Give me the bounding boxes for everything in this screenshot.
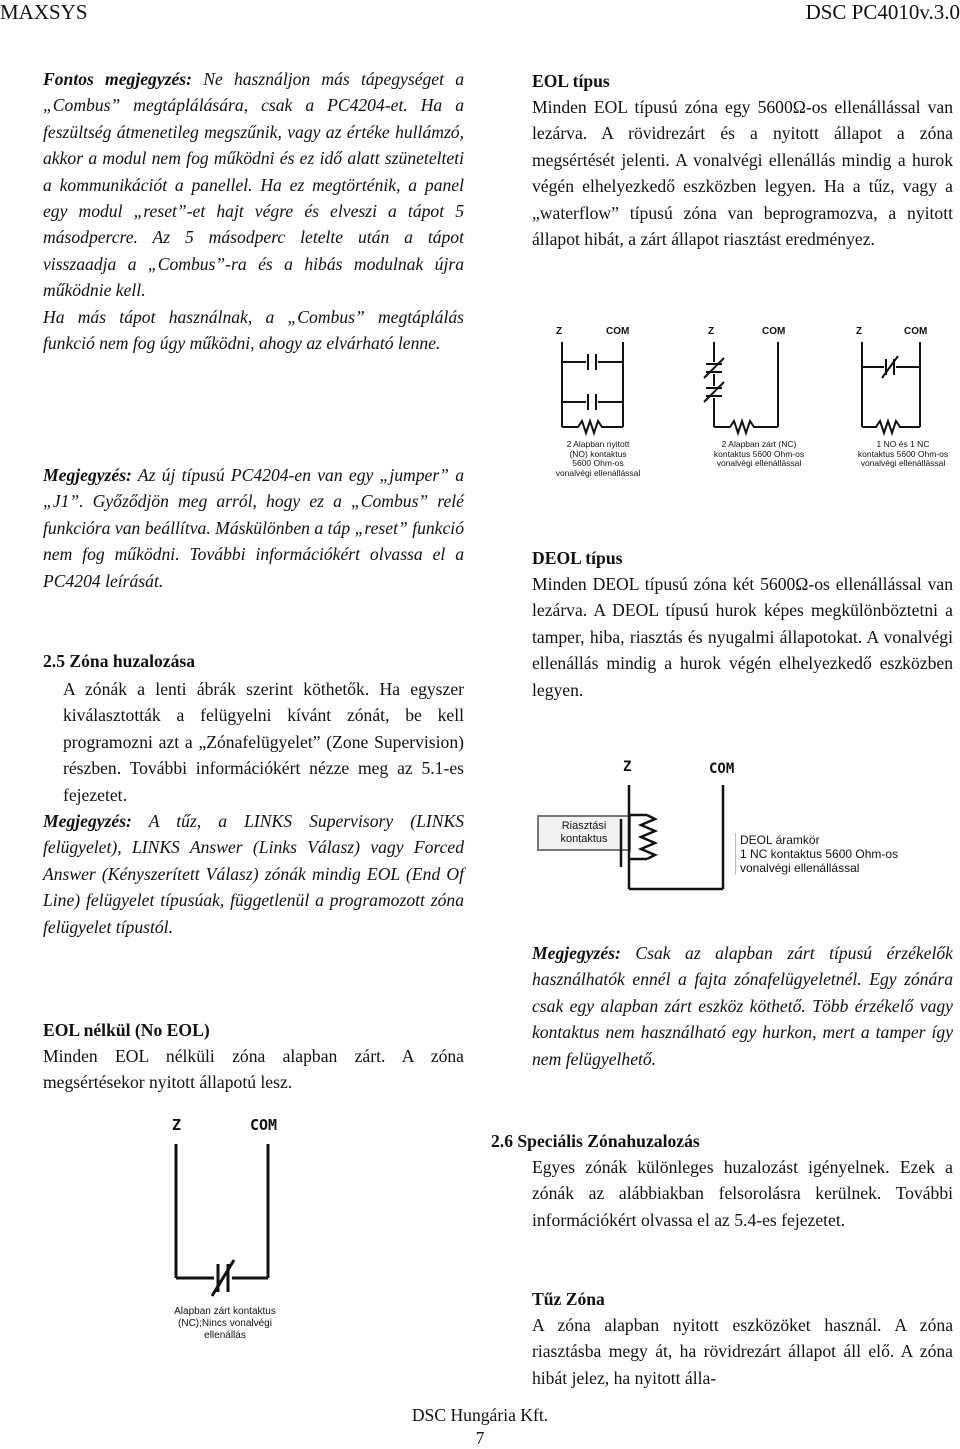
eol-title: EOL típus — [532, 71, 610, 91]
important-note-label: Fontos megjegyzés: — [43, 69, 193, 89]
no-eol-caption: Alapban zárt kontaktus (NC);Nincs vonalvégi ellenállás — [174, 1306, 276, 1341]
eol-text: Minden EOL típusú zóna egy 5600Ω-os ellenállással van lezárva. A rövidrezárt és a nyitott állapot a zóna megsértését jelenti. A vonalvégi ellenállás mindig a hurok végén elhelyezkedő eszközben legyen. Ha a tűz, vagy a „waterflow” típusú zóna van beprogramozva, a nyitott állapot hibát, a zárt állapot riasztást eredményez. — [532, 97, 953, 250]
deol-text: Minden DEOL típusú zóna két 5600Ω-os ellenállással van lezárva. A DEOL típusú hurok képes megkülönböztetni a tamper, hiba, riasztás és nyugalmi állapotokat. A vonalvégi ellenállás mindig a hurok végén elhelyezkedő eszközben legyen. — [532, 574, 953, 700]
jumper-note-text: Az új típusú PC4204-en van egy „jumper” a „J1”. Győződjön meg arról, hogy ez a „Combus” relé funkcióra van beállítva. Máskülönben a táp „reset” funkció nem fog működni. További információkért olvassa el a PC4204 leírását. — [43, 465, 464, 591]
footer-company: DSC Hungária Kft. — [411, 1405, 549, 1425]
eol-diagram-1-circuit — [548, 322, 658, 437]
section-2-5-text: A zónák a lenti ábrák szerint köthetők. Ha egyszer kiválasztották a felügyelni kívánt zónát, be kell programozni azt a „Zónafelügyelet” (Zone Supervision) részben. További információkért nézze meg az 5.1-es fejezetet. — [63, 679, 464, 805]
header-right: DSC PC4010v.3.0 — [805, 0, 960, 24]
eol-diagram-3-circuit — [848, 322, 956, 437]
fire-zone-text: A zóna alapban nyitott eszközöket használ. A zóna riasztásba megy át, ha rövidrezárt állapot áll elő. A zóna hibát jelez, ha nyitott álla- — [532, 1315, 953, 1388]
eol-diagram-2-circuit — [700, 322, 810, 437]
eol-diagram-3 — [848, 322, 960, 492]
important-note — [43, 66, 464, 356]
section-2-6-title: 2.6 Speciális Zónahuzalozás — [491, 1131, 700, 1151]
no-eol-diagram — [140, 1108, 340, 1368]
jumper-note — [43, 462, 464, 594]
eol-diagram-3-z: Z — [856, 326, 863, 337]
z-terminal-label: Z — [172, 1116, 182, 1134]
com-terminal-label: COM — [250, 1116, 278, 1134]
section-2-5-title: 2.5 Zóna huzalozása — [43, 651, 196, 671]
deol-com-label: COM — [709, 761, 735, 777]
closed-contact-note — [532, 940, 953, 1072]
deol-title: DEOL típus — [532, 548, 623, 568]
deol-diagram — [537, 757, 897, 907]
header-left: MAXSYS — [0, 0, 88, 24]
eol-diagram-3-caption: 1 NO és 1 NC kontaktus 5600 Ohm-os vonalvégi ellenállással — [857, 439, 949, 468]
deol-z-label: Z — [623, 759, 632, 775]
deol-caption: DEOL áramkör 1 NC kontaktus 5600 Ohm-os vonalvégi ellenállással — [735, 833, 910, 875]
eol-diagram-1 — [548, 322, 668, 492]
section-2-6-text: Egyes zónák különleges huzalozást igényelnek. Ezek a zónák az alábbiakban felsorolásra kerülnek. További információkért olvassa el az 5.4-es fejezetet. — [532, 1157, 953, 1230]
eol-diagram-2-com: COM — [762, 326, 786, 337]
eol-diagram-2 — [700, 322, 825, 492]
eol-diagram-1-caption: 2 Alapban nyitott (NO) kontaktus 5600 Ohm-os vonalvégi ellenállással — [555, 439, 641, 478]
no-eol-circuit — [140, 1108, 340, 1308]
eol-diagram-2-z: Z — [708, 326, 715, 337]
page-number: 7 — [475, 1428, 485, 1448]
deol-circuit — [537, 757, 757, 907]
closed-contact-note-text: Csak az alapban zárt típusú érzékelők használhatók ennél a fajta zónafelügyeletnél. Egy zónára csak egy alapban zárt eszköz köthető. Több érzékelő vagy kontaktus nem használható egy hurkon, mert a tamper így nem felügyelhető. — [532, 943, 953, 1069]
no-eol-text: Minden EOL nélküli zóna alapban zárt. A zóna megsértésekor nyitott állapotú lesz. — [43, 1046, 464, 1093]
jumper-note-label: Megjegyzés: — [43, 465, 132, 485]
important-note-text: Ne használjon más tápegységet a „Combus” megtáplálására, csak a PC4204-et. Ha a feszültség átmenetileg megszűnik, vagy az értéke hullámzó, akkor a modul nem fog működni és ez idő alatt szünetelteti a kommunikációt a panellel. Ha ez megtörténik, a panel egy modul „reset”-et hajt végre és elveszi a tápot 5 másodpercre. Az 5 másodperc letelte után a tápot visszaadja a „Combus”-ra és a hibás modulnak újra működnie kell. — [43, 69, 465, 301]
fire-zone-title: Tűz Zóna — [532, 1289, 605, 1309]
eol-diagram-3-com: COM — [904, 326, 928, 337]
section-2-5-note-text: A tűz, a LINKS Supervisory (LINKS felügyelet), LINKS Answer (Links Válasz) vagy Forced Answer (Kényszerített Válasz) zónák mindig EOL (End Of Line) felügyelet típusúak, függetlenül a programozott zóna felügyelet típustól. — [43, 811, 464, 937]
eol-diagram-1-com: COM — [606, 326, 630, 337]
closed-contact-note-label: Megjegyzés: — [532, 943, 621, 963]
section-2-5-note-label: Megjegyzés: — [43, 811, 132, 832]
eol-diagram-1-z: Z — [556, 326, 563, 337]
eol-diagram-2-caption: 2 Alapban zárt (NC) kontaktus 5600 Ohm-os vonalvégi ellenállással — [713, 439, 805, 468]
section-2-5-body — [43, 676, 464, 940]
important-note-text2: Ha más tápot használnak, a „Combus” megtáplálás funkció nem fog úgy működni, ahogy az elvárható lenne. — [43, 306, 464, 354]
riasztasi-kontaktus-box: Riasztási kontaktus — [537, 815, 631, 851]
no-eol-title: EOL nélkül (No EOL) — [43, 1020, 210, 1040]
